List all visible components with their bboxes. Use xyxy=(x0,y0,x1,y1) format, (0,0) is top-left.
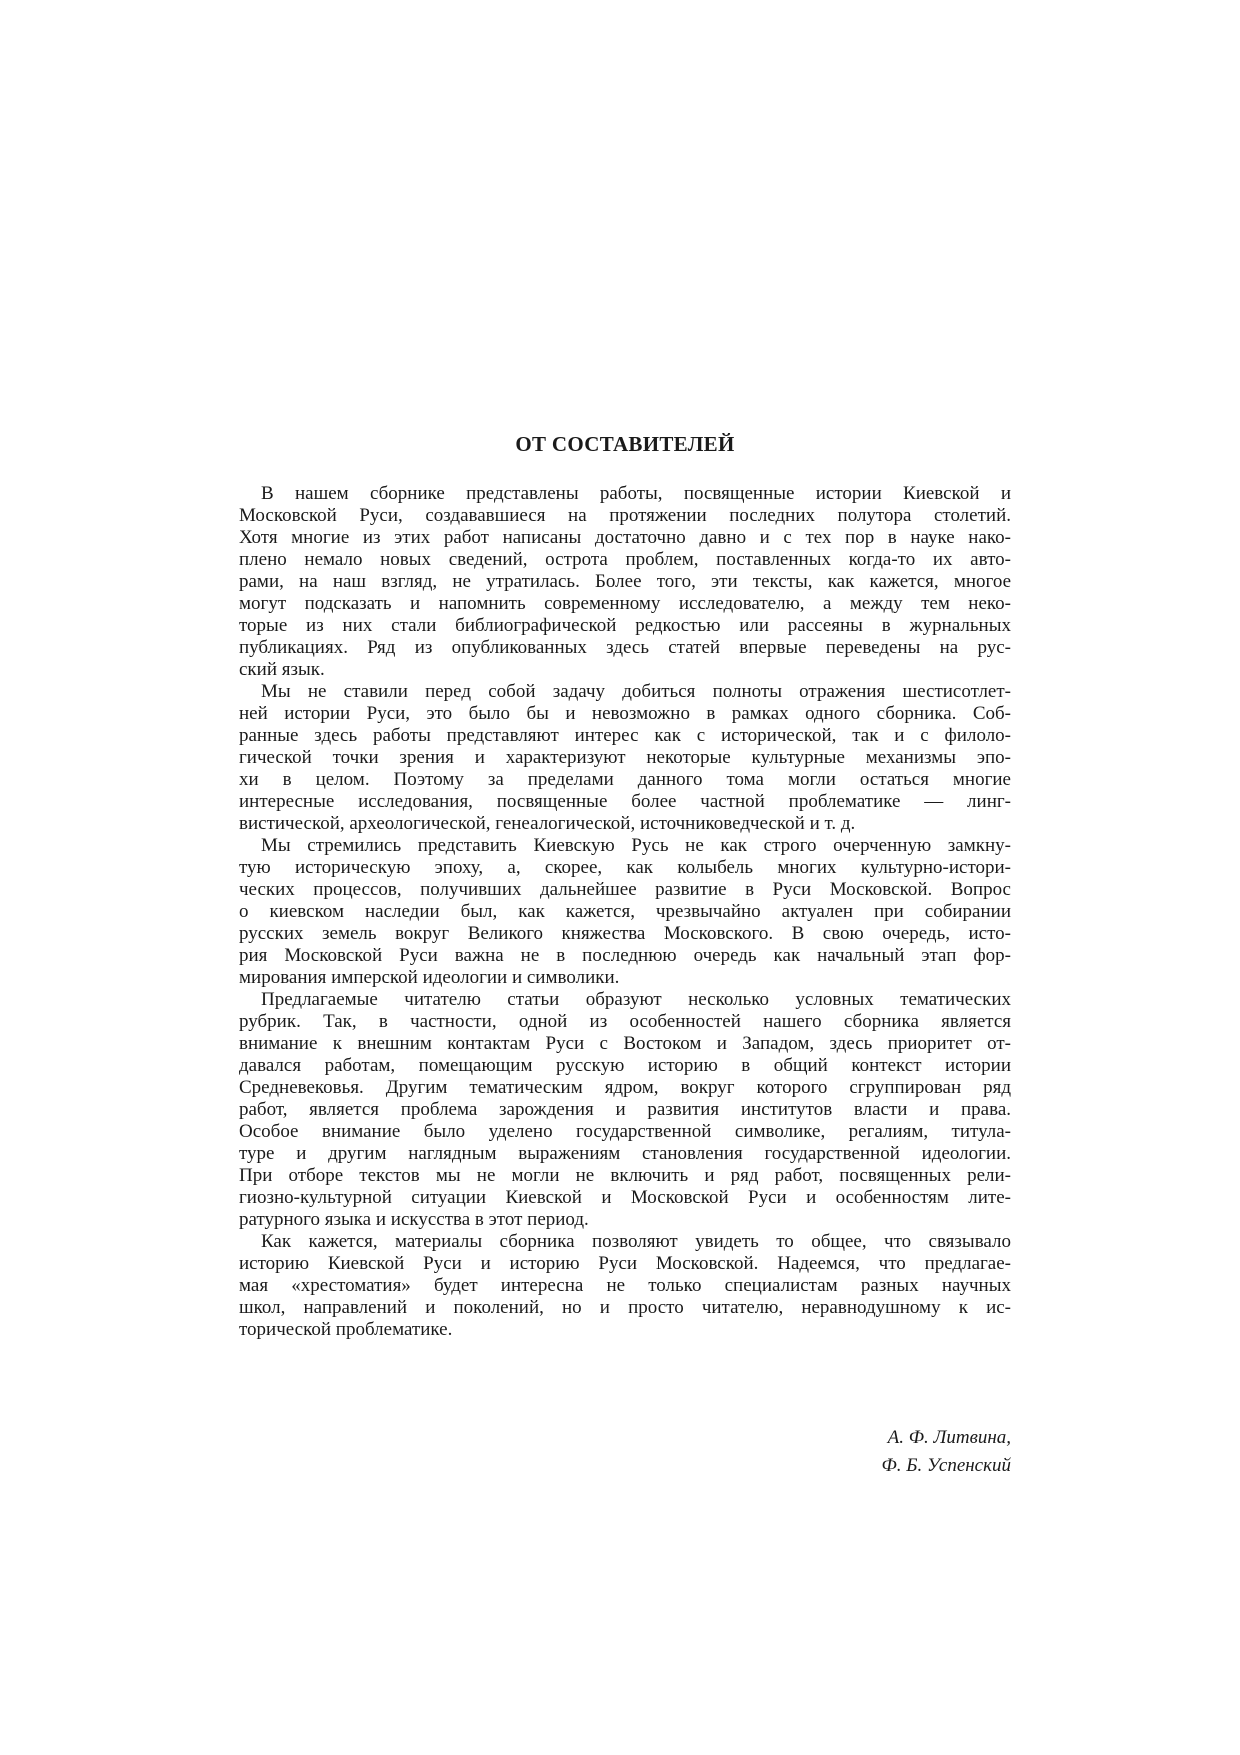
preface-body xyxy=(239,483,1011,1341)
author-uspensky: Ф. Б. Успенский xyxy=(881,1455,1011,1476)
text-line: интересные исследования, посвященные более частной проблематике — линг- xyxy=(239,791,1011,812)
text-line: работ, является проблема зарождения и развития институтов власти и права. xyxy=(239,1099,1011,1120)
text-line: Особое внимание было уделено государственной символике, регалиям, титула- xyxy=(239,1121,1011,1142)
text-line: рубрик. Так, в частности, одной из особенностей нашего сборника является xyxy=(239,1011,1011,1032)
text-line: Хотя многие из этих работ написаны достаточно давно и с тех пор в науке нако- xyxy=(239,527,1011,548)
text-line: Предлагаемые читателю статьи образуют несколько условных тематических xyxy=(261,989,1011,1010)
text-line: Мы не ставили перед собой задачу добиться полноты отражения шестисотлет- xyxy=(261,681,1011,702)
text-line: публикациях. Ряд из опубликованных здесь статей впервые переведены на рус- xyxy=(239,637,1011,658)
text-line: туре и другим наглядным выражениям становления государственной идеологии. xyxy=(239,1143,1011,1164)
text-line: ней истории Руси, это было бы и невозможно в рамках одного сборника. Соб- xyxy=(239,703,1011,724)
text-line: Мы стремились представить Киевскую Русь не как строго очерченную замкну- xyxy=(261,835,1011,856)
text-line: вистической, археологической, генеалогической, источниковедческой и т. д. xyxy=(239,813,856,834)
text-line: рия Московской Руси важна не в последнюю очередь как начальный этап фор- xyxy=(239,945,1011,966)
text-line: ратурного языка и искусства в этот период. xyxy=(239,1209,589,1230)
signature xyxy=(882,1424,1012,1480)
paragraph xyxy=(239,681,1011,835)
text-line: рами, на наш взгляд, не утратилась. Более того, эти тексты, как кажется, многое xyxy=(239,571,1011,592)
author-litvina: А. Ф. Литвина, xyxy=(887,1427,1011,1448)
paragraph xyxy=(239,835,1011,989)
text-line: торые из них стали библиографической редкостью или рассеяны в журнальных xyxy=(239,615,1011,636)
text-line: В нашем сборнике представлены работы, посвященные истории Киевской и xyxy=(261,483,1011,504)
page-title: ОТ СОСТАВИТЕЛЕЙ xyxy=(515,432,735,457)
text-line: Московской Руси, создававшиеся на протяжении последних полутора столетий. xyxy=(239,505,1011,526)
text-line: давался работам, помещающим русскую историю в общий контекст истории xyxy=(239,1055,1011,1076)
text-line: школ, направлений и поколений, но и просто читателю, неравнодушному к ис- xyxy=(239,1297,1011,1318)
text-line: мирования имперской идеологии и символики. xyxy=(239,967,620,988)
text-line: гиозно-культурной ситуации Киевской и Московской Руси и особенностям лите- xyxy=(239,1187,1011,1208)
text-line: о киевском наследии был, как кажется, чрезвычайно актуален при собирании xyxy=(239,901,1011,922)
text-line: ческих процессов, получивших дальнейшее развитие в Руси Московской. Вопрос xyxy=(239,879,1011,900)
text-line: Средневековья. Другим тематическим ядром, вокруг которого сгруппирован ряд xyxy=(239,1077,1011,1098)
text-line: Как кажется, материалы сборника позволяют увидеть то общее, что связывало xyxy=(261,1231,1011,1252)
text-line: плено немало новых сведений, острота проблем, поставленных когда-то их авто- xyxy=(239,549,1011,570)
text-line: русских земель вокруг Великого княжества Московского. В свою очередь, исто- xyxy=(239,923,1011,944)
text-line: хи в целом. Поэтому за пределами данного тома могли остаться многие xyxy=(239,769,1011,790)
text-line: тую историческую эпоху, а, скорее, как колыбель многих культурно-истори- xyxy=(239,857,1011,878)
text-line: ский язык. xyxy=(239,659,325,680)
text-line: ранные здесь работы представляют интерес как с исторической, так и с филоло- xyxy=(239,725,1011,746)
text-line: При отборе текстов мы не могли не включить и ряд работ, посвященных рели- xyxy=(239,1165,1011,1186)
paragraph xyxy=(239,1231,1011,1341)
text-line: торической проблематике. xyxy=(239,1319,453,1340)
text-line: могут подсказать и напомнить современному исследователю, а между тем неко- xyxy=(239,593,1011,614)
paragraph xyxy=(239,483,1011,681)
paragraph xyxy=(239,989,1011,1231)
text-line: мая «хрестоматия» будет интересна не только специалистам разных научных xyxy=(239,1275,1011,1296)
text-line: внимание к внешним контактам Руси с Востоком и Западом, здесь приоритет от- xyxy=(239,1033,1011,1054)
text-line: историю Киевской Руси и историю Руси Московской. Надеемся, что предлагае- xyxy=(239,1253,1011,1274)
text-line: гической точки зрения и характеризуют некоторые культурные механизмы эпо- xyxy=(239,747,1011,768)
